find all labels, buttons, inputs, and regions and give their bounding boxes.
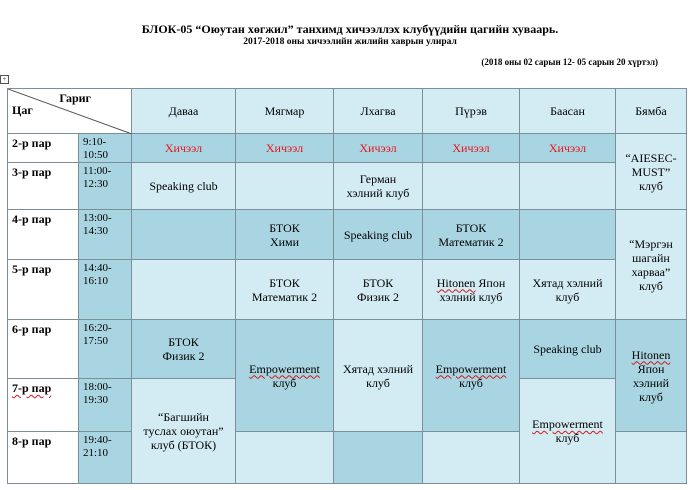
hitonen-club-cell: Hitonen Япон хэлний клуб: [616, 320, 687, 432]
class-cell-friday: Хичээл: [520, 134, 616, 163]
chinese-club-cell: Хятад хэлний клуб: [520, 260, 616, 320]
time-axis-label: Цаг: [12, 103, 33, 117]
corner-header-cell: [8, 89, 132, 134]
day-header-friday: Баасан: [520, 89, 616, 134]
empty-cell: [236, 432, 334, 484]
weekday-axis-label: Гариг: [59, 91, 91, 105]
aiesec-club-cell: “AIESEC- MUST” клуб: [616, 134, 687, 210]
btok-chemistry-cell: БТОК Хими: [236, 210, 334, 260]
period-time: 9:10- 10:50: [79, 134, 132, 163]
period-time: 19:40- 21:10: [79, 432, 132, 484]
period-label: 2-р пар: [8, 134, 79, 163]
table-move-handle-icon[interactable]: +: [0, 75, 9, 84]
schedule-table: [7, 88, 687, 484]
day-header-wednesday: Лхагва: [334, 89, 423, 134]
empty-cell: [520, 210, 616, 260]
day-header-tuesday: Мягмар: [236, 89, 334, 134]
speaking-club-cell: Speaking club: [334, 210, 423, 260]
date-range: (2018 оны 02 сарын 12- 05 сарын 20 хүртэл): [481, 57, 658, 67]
german-club-cell: Герман хэлний клуб: [334, 163, 423, 210]
period-label: 5-р пар: [8, 260, 79, 320]
empowerment-club-cell: Empowerment клуб: [236, 320, 334, 432]
empty-cell: [132, 210, 236, 260]
period-time: 16:20- 17:50: [79, 320, 132, 379]
period-label: 4-р пар: [8, 210, 79, 260]
period-time: 11:00- 12:30: [79, 163, 132, 210]
period-label: 7-р пар: [8, 379, 79, 432]
empowerment-club-cell: Empowerment клуб: [423, 320, 520, 432]
empty-cell: [520, 163, 616, 210]
page-subtitle: 2017-2018 оны хичээлийн жилийн хаврын улирал: [243, 37, 457, 47]
empowerment-club-cell: Empowerment клуб: [520, 379, 616, 484]
page-title: БЛОК-05 “Оюутан хөгжил” танхимд хичээллэх клубүүдийн цагийн хуваарь.: [141, 22, 559, 36]
class-cell-tuesday: Хичээл: [236, 134, 334, 163]
teacher-assistant-club-cell: “Багшийн туслах оюутан” клуб (БТОК): [132, 379, 236, 484]
archery-club-cell: “Мэргэн шагайн харваа” клуб: [616, 210, 687, 320]
period-time: 18:00- 19:30: [79, 379, 132, 432]
class-cell-thursday: Хичээл: [423, 134, 520, 163]
btok-math-cell: БТОК Математик 2: [236, 260, 334, 320]
period-time: 14:40- 16:10: [79, 260, 132, 320]
speaking-club-cell: Speaking club: [520, 320, 616, 379]
btok-physics-cell: БТОК Физик 2: [132, 320, 236, 379]
day-header-thursday: Пүрэв: [423, 89, 520, 134]
empty-cell: [236, 163, 334, 210]
btok-physics-cell: БТОК Физик 2: [334, 260, 423, 320]
period-label: 3-р пар: [8, 163, 79, 210]
empty-cell: [423, 432, 520, 484]
hitonen-club-cell: Hitonen Япон хэлний клуб: [423, 260, 520, 320]
period-label: 6-р пар: [8, 320, 79, 379]
speaking-club-cell: Speaking club: [132, 163, 236, 210]
class-cell-monday: Хичээл: [132, 134, 236, 163]
day-header-monday: Даваа: [132, 89, 236, 134]
btok-math-cell: БТОК Математик 2: [423, 210, 520, 260]
class-cell-wednesday: Хичээл: [334, 134, 423, 163]
period-label: 8-р пар: [8, 432, 79, 484]
day-header-saturday: Бямба: [616, 89, 687, 134]
period-time: 13:00- 14:30: [79, 210, 132, 260]
empty-cell: [334, 432, 423, 484]
empty-cell: [423, 163, 520, 210]
chinese-club-cell: Хятад хэлний клуб: [334, 320, 423, 432]
empty-cell: [616, 432, 687, 484]
empty-cell: [132, 260, 236, 320]
